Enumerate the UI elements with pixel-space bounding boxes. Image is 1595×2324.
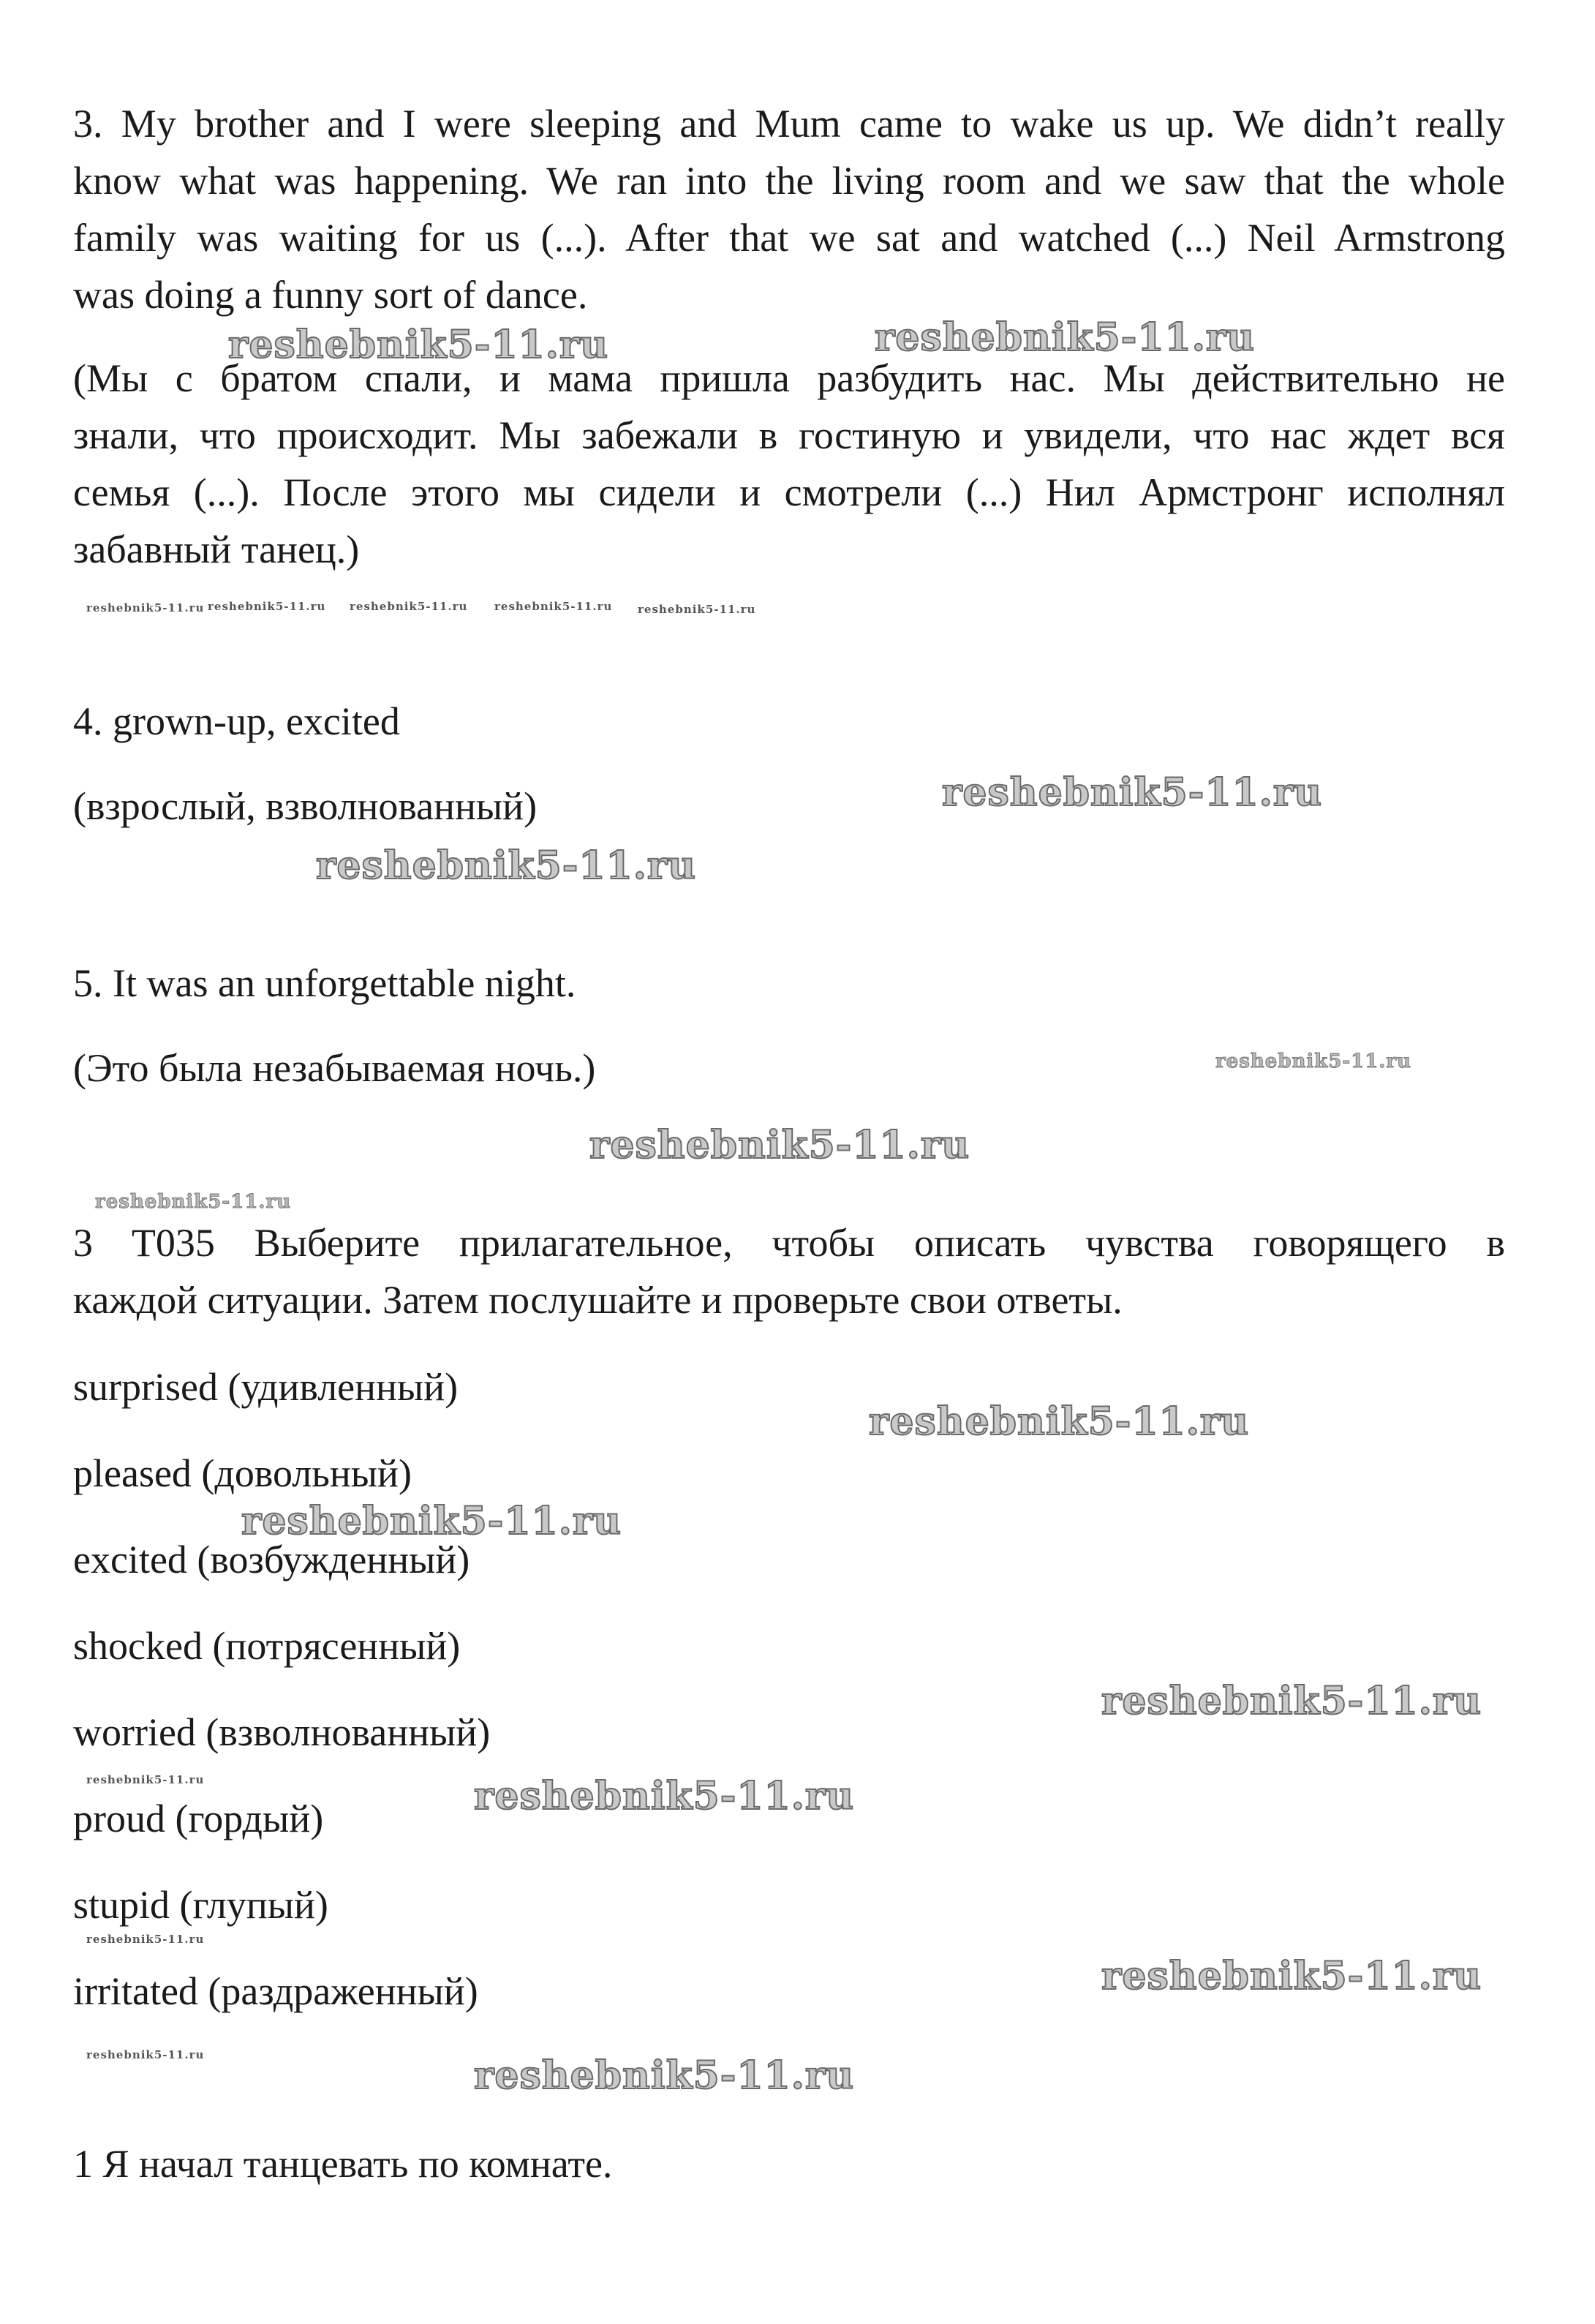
paragraph-line: (Мы с братом спали, и мама пришла разбудить нас. Мы действительно не — [73, 356, 1505, 400]
watermark: reshebnik5-11.ru — [474, 2053, 855, 2098]
watermark: reshebnik5-11.ru — [86, 1933, 205, 1946]
paragraph-line: семья (...). После этого мы сидели и смотрели (...) Нил Армстронг исполнял — [73, 470, 1505, 514]
watermark: reshebnik5-11.ru — [875, 315, 1256, 360]
adjective-item: irritated (раздраженный) — [73, 1969, 478, 2013]
paragraph-3-russian — [73, 350, 1505, 578]
watermark: reshebnik5-11.ru — [942, 770, 1323, 815]
item-4-russian: (взрослый, взволнованный) — [73, 784, 538, 828]
paragraph-line: знали, что происходит. Мы забежали в гостиную и увидели, что нас ждет вся — [73, 413, 1505, 457]
watermark: reshebnik5-11.ru — [241, 1499, 622, 1543]
task-3-instructions — [73, 1214, 1505, 1328]
watermark: reshebnik5-11.ru — [638, 603, 756, 616]
watermark: reshebnik5-11.ru — [86, 2048, 205, 2061]
watermark: reshebnik5-11.ru — [494, 600, 613, 613]
watermark: reshebnik5-11.ru — [1101, 1954, 1482, 1998]
paragraph-line: family was waiting for us (...). After that we sat and watched (...) Neil Armstrong — [73, 216, 1505, 260]
watermark: reshebnik5-11.ru — [474, 1774, 855, 1819]
item-4-english: 4. grown-up, excited — [73, 699, 400, 743]
adjective-item: stupid (глупый) — [73, 1883, 328, 1927]
watermark: reshebnik5-11.ru — [86, 601, 205, 614]
watermark: reshebnik5-11.ru — [1215, 1050, 1412, 1072]
adjective-item: surprised (удивленный) — [73, 1365, 459, 1409]
paragraph-line: забавный танец.) — [73, 527, 360, 571]
adjective-item: pleased (довольный) — [73, 1451, 412, 1495]
adjective-item: proud (гордый) — [73, 1797, 324, 1840]
adjective-item: shocked (потрясенный) — [73, 1624, 461, 1668]
item-5-russian: (Это была незабываемая ночь.) — [73, 1046, 596, 1090]
answer-1: 1 Я начал танцевать по комнате. — [73, 2142, 613, 2186]
adjective-item: excited (возбужденный) — [73, 1538, 470, 1582]
paragraph-3-english — [73, 95, 1505, 323]
paragraph-line: know what was happening. We ran into the living room and we saw that the whole — [73, 159, 1505, 203]
watermark: reshebnik5-11.ru — [1101, 1679, 1482, 1723]
watermark: reshebnik5-11.ru — [86, 1773, 205, 1786]
watermark: reshebnik5-11.ru — [208, 600, 326, 613]
paragraph-line: каждой ситуации. Затем послушайте и проверьте свои ответы. — [73, 1278, 1123, 1322]
paragraph-line: 3 T035 Выберите прилагательное, чтобы описать чувства говорящего в — [73, 1221, 1505, 1265]
watermark: reshebnik5-11.ru — [316, 843, 697, 888]
watermark: reshebnik5-11.ru — [589, 1123, 970, 1167]
paragraph-line: 3. My brother and I were sleeping and Mum came to wake us up. We didn’t really — [73, 102, 1505, 146]
watermark: reshebnik5-11.ru — [228, 323, 609, 367]
paragraph-line: was doing a funny sort of dance. — [73, 273, 588, 317]
adjective-item: worried (взволнованный) — [73, 1710, 491, 1754]
watermark: reshebnik5-11.ru — [869, 1399, 1250, 1444]
item-5-english: 5. It was an unforgettable night. — [73, 961, 576, 1005]
watermark: reshebnik5-11.ru — [350, 600, 468, 613]
watermark: reshebnik5-11.ru — [95, 1191, 292, 1213]
